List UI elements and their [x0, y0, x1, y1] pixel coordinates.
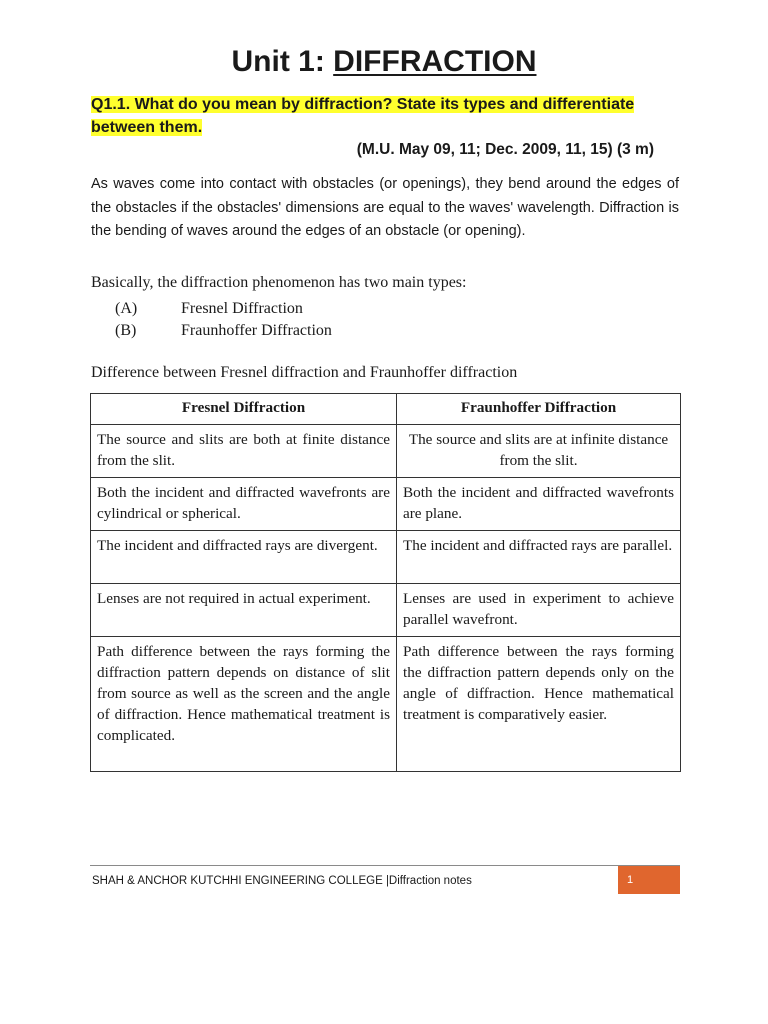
table-cell: Path difference between the rays forming the diffraction pattern depends only on the angle of diffraction. Hence mathematical treatment is comparatively easier. — [397, 637, 681, 772]
table-cell: Both the incident and diffracted wavefronts are plane. — [397, 478, 681, 531]
comparison-table — [90, 393, 681, 772]
table-row — [91, 425, 681, 478]
table-row — [91, 478, 681, 531]
list-marker: (B) — [115, 322, 137, 339]
types-list — [115, 298, 332, 342]
table-cell: Lenses are not required in actual experiment. — [91, 584, 397, 637]
list-label: Fraunhoffer Diffraction — [181, 322, 332, 339]
table-cell: The incident and diffracted rays are parallel. — [397, 531, 681, 584]
table-header-cell: Fraunhoffer Diffraction — [397, 394, 681, 425]
question-text: Q1.1. What do you mean by diffraction? State its types and differentiate between them. — [91, 96, 635, 136]
table-cell: The source and slits are both at finite distance from the slit. — [91, 425, 397, 478]
footer-divider — [90, 865, 680, 866]
table-cell: Path difference between the rays forming the diffraction pattern depends on distance of slit from source as well as the screen and the angle of diffraction. Hence mathematical treatment is complicated. — [91, 637, 397, 772]
intro-paragraph: As waves come into contact with obstacles (or openings), they bend around the edges of the obstacles if the obstacles' dimensions are equal to the waves' wavelength. Diffraction is the bending of waves around the edges of an obstacle (or opening). — [91, 176, 679, 239]
types-intro: Basically, the diffraction phenomenon has two main types: — [91, 274, 467, 291]
table-row — [91, 584, 681, 637]
page-title — [0, 44, 768, 80]
table-row — [91, 637, 681, 772]
table-cell: The incident and diffracted rays are divergent. — [91, 531, 397, 584]
list-item — [115, 320, 332, 342]
table-cell: Lenses are used in experiment to achieve parallel wavefront. — [397, 584, 681, 637]
table-caption: Difference between Fresnel diffraction and Fraunhoffer diffraction — [91, 364, 518, 381]
exam-reference: (M.U. May 09, 11; Dec. 2009, 11, 15) (3 m) — [356, 141, 654, 158]
table-cell: The source and slits are at infinite distance from the slit. — [397, 425, 681, 478]
question-heading — [91, 93, 691, 139]
title-main: DIFFRACTION — [333, 45, 537, 78]
table-header-row — [91, 394, 681, 425]
table-row — [91, 531, 681, 584]
list-item — [115, 298, 332, 320]
page-number-badge: 1 — [618, 866, 680, 894]
title-prefix: Unit 1: — [231, 45, 334, 78]
table-header-cell: Fresnel Diffraction — [91, 394, 397, 425]
list-label: Fresnel Diffraction — [181, 300, 303, 317]
table-cell: Both the incident and diffracted wavefronts are cylindrical or spherical. — [91, 478, 397, 531]
footer-text: SHAH & ANCHOR KUTCHHI ENGINEERING COLLEGE |Diffraction notes — [92, 875, 472, 887]
list-marker: (A) — [115, 300, 138, 317]
